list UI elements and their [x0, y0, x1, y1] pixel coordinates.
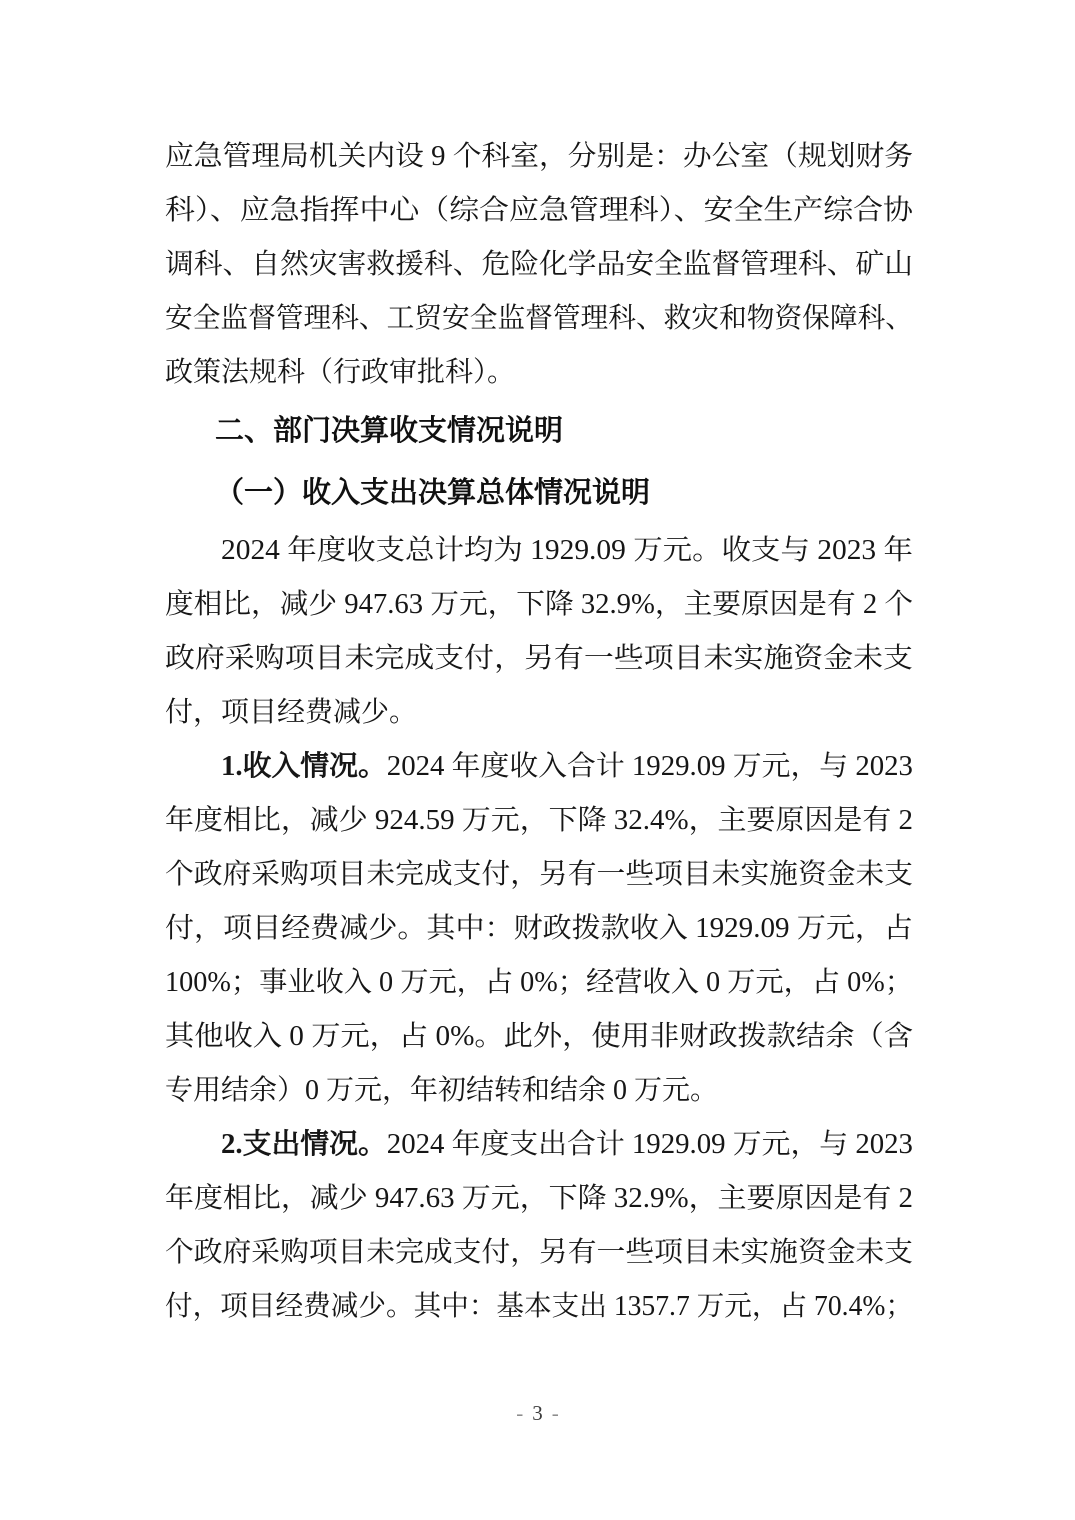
footer-dash-left: - — [516, 1401, 524, 1425]
footer-dash-right: - — [551, 1401, 559, 1425]
subsection-heading-text: （一）收入支出决算总体情况说明 — [215, 477, 651, 509]
subsection-heading — [165, 462, 913, 524]
paragraph-income — [165, 740, 913, 1118]
text-line: 2024 年度收支总计均为 1929.09 万元。收支与 2023 年 — [221, 535, 913, 566]
text-line: 年度相比，减少 924.59 万元，下降 32.4%，主要原因是有 2 — [165, 805, 913, 836]
text-line: 应急管理局机关内设 9 个科室，分别是：办公室（规划财务 — [165, 141, 914, 172]
text-line: 调科、自然灾害救援科、危险化学品安全监督管理科、矿山 — [165, 249, 914, 280]
text-line: 安全监督管理科、工贸安全监督管理科、救灾和物资保障科、 — [165, 303, 914, 334]
text-line: 100%；事业收入 0 万元，占 0%；经营收入 0 万元，占 0%； — [165, 967, 913, 998]
text-line: 个政府采购项目未完成支付，另有一些项目未实施资金未支 — [165, 1237, 914, 1268]
text-line: 付，项目经费减少。其中：基本支出 1357.7 万元，占 70.4%； — [165, 1291, 914, 1322]
text-line: 1.收入情况。2024 年度收入合计 1929.09 万元，与 2023 — [221, 751, 913, 782]
document-body — [165, 130, 913, 1334]
page-number: 3 — [532, 1401, 543, 1425]
text-line: 政策法规科（行政审批科）。 — [165, 357, 516, 388]
text-line: 科）、应急指挥中心（综合应急管理科）、安全生产综合协 — [165, 195, 913, 226]
paragraph-org-structure — [165, 130, 913, 400]
page-footer — [0, 1398, 1075, 1428]
section-heading-text: 二、部门决算收支情况说明 — [215, 415, 564, 447]
text-line: 2.支出情况。2024 年度支出合计 1929.09 万元，与 2023 — [221, 1129, 913, 1160]
section-heading — [165, 400, 913, 462]
text-line: 其他收入 0 万元，占 0%。此外，使用非财政拨款结余（含 — [165, 1021, 913, 1052]
text-line: 年度相比，减少 947.63 万元，下降 32.9%，主要原因是有 2 — [165, 1183, 913, 1214]
text-line: 政府采购项目未完成支付，另有一些项目未实施资金未支 — [165, 643, 913, 674]
paragraph-expense — [165, 1118, 913, 1334]
text-line: 专用结余）0 万元，年初结转和结余 0 万元。 — [165, 1075, 719, 1106]
text-line: 付，项目经费减少。其中：财政拨款收入 1929.09 万元，占 — [165, 913, 913, 944]
text-line: 付，项目经费减少。 — [165, 697, 418, 728]
paragraph-summary — [165, 524, 913, 740]
text-line: 个政府采购项目未完成支付，另有一些项目未实施资金未支 — [165, 859, 914, 890]
text-line: 度相比，减少 947.63 万元，下降 32.9%，主要原因是有 2 个 — [165, 589, 914, 620]
